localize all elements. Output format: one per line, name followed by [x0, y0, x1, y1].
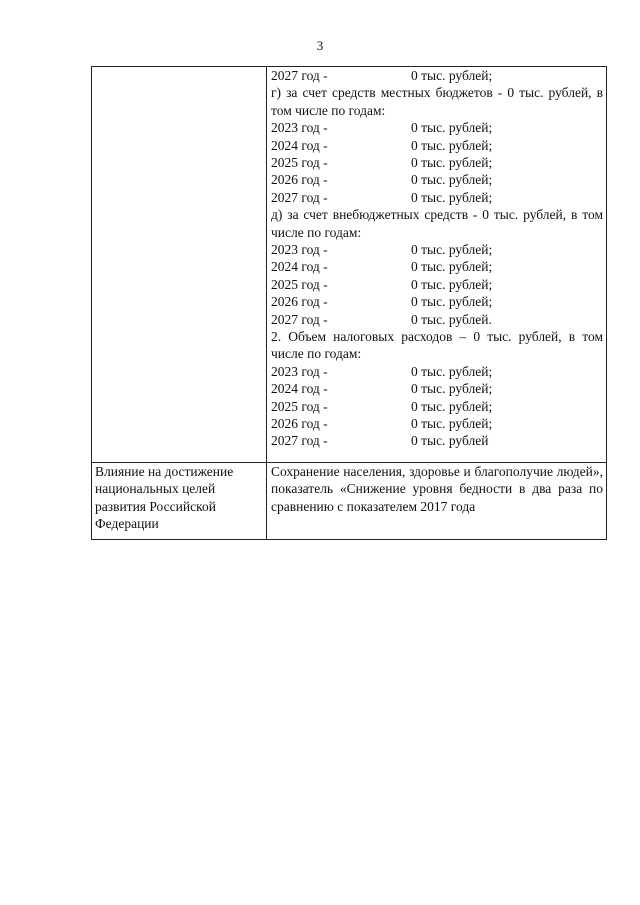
section-tax-expenditures-heading: 2. Объем налоговых расходов – 0 тыс. рублей, в том числе по годам: — [271, 328, 603, 362]
year-label: 2026 год - — [271, 415, 328, 431]
year-value: 0 тыс. рублей; — [411, 259, 493, 275]
table-row-national-goals — [92, 463, 607, 540]
year-label: 2024 год - — [271, 137, 328, 153]
year-label: 2026 год - — [271, 172, 328, 188]
year-line — [271, 311, 603, 328]
year-label: 2025 год - — [271, 276, 328, 292]
year-line — [271, 398, 603, 415]
year-label: 2023 год - — [271, 363, 328, 379]
year-value: 0 тыс. рублей. — [411, 311, 492, 327]
year-label: 2024 год - — [271, 381, 328, 397]
year-line — [271, 137, 603, 154]
table-cell-financing — [267, 67, 607, 463]
year-label: 2027 год - — [271, 311, 328, 327]
year-line — [271, 67, 603, 84]
year-label: 2026 год - — [271, 294, 328, 310]
year-line — [271, 258, 603, 275]
year-value: 0 тыс. рублей; — [411, 381, 493, 397]
year-line — [271, 119, 603, 136]
table-cell-national-goals-label — [92, 463, 267, 540]
passport-table — [91, 66, 607, 540]
year-value: 0 тыс. рублей; — [411, 398, 493, 414]
year-line — [271, 154, 603, 171]
year-line — [271, 432, 603, 449]
row-value: Сохранение населения, здоровье и благополучие людей», показатель «Снижение уровня бедности в два раза по сравнению с показателем 2017 года — [271, 464, 603, 514]
year-line — [271, 380, 603, 397]
year-value: 0 тыс. рублей; — [411, 120, 493, 136]
year-value: 0 тыс. рублей — [411, 433, 489, 449]
section-extrabudgetary-heading: д) за счет внебюджетных средств - 0 тыс. рублей, в том числе по годам: — [271, 207, 603, 240]
year-value: 0 тыс. рублей; — [411, 68, 493, 83]
year-value: 0 тыс. рублей; — [411, 415, 493, 431]
year-label: 2027 год - — [271, 68, 328, 83]
year-label: 2025 год - — [271, 398, 328, 414]
year-value: 0 тыс. рублей; — [411, 154, 493, 170]
year-value: 0 тыс. рублей; — [411, 172, 493, 188]
row-label: Влияние на достижение национальных целей развития Российской Федерации — [95, 464, 234, 532]
year-line — [271, 415, 603, 432]
year-label: 2024 год - — [271, 259, 328, 275]
year-label: 2023 год - — [271, 120, 328, 136]
year-label: 2025 год - — [271, 154, 328, 170]
year-value: 0 тыс. рублей; — [411, 363, 493, 379]
year-value: 0 тыс. рублей; — [411, 294, 493, 310]
year-line — [271, 189, 603, 206]
year-line — [271, 363, 603, 380]
year-label: 2023 год - — [271, 241, 328, 257]
year-line — [271, 293, 603, 310]
table-row-financing — [92, 67, 607, 463]
table-cell-national-goals-value — [267, 463, 607, 540]
year-line — [271, 241, 603, 258]
year-value: 0 тыс. рублей; — [411, 241, 493, 257]
year-value: 0 тыс. рублей; — [411, 137, 493, 153]
section-local-budgets-heading: г) за счет средств местных бюджетов - 0 тыс. рублей, в том числе по годам: — [271, 85, 603, 118]
year-line — [271, 276, 603, 293]
page-number: 3 — [316, 38, 324, 53]
year-line — [271, 171, 603, 188]
year-label: 2027 год - — [271, 433, 328, 449]
table-cell-label-empty — [92, 67, 267, 463]
year-value: 0 тыс. рублей; — [411, 189, 493, 205]
year-value: 0 тыс. рублей; — [411, 276, 493, 292]
year-label: 2027 год - — [271, 189, 328, 205]
